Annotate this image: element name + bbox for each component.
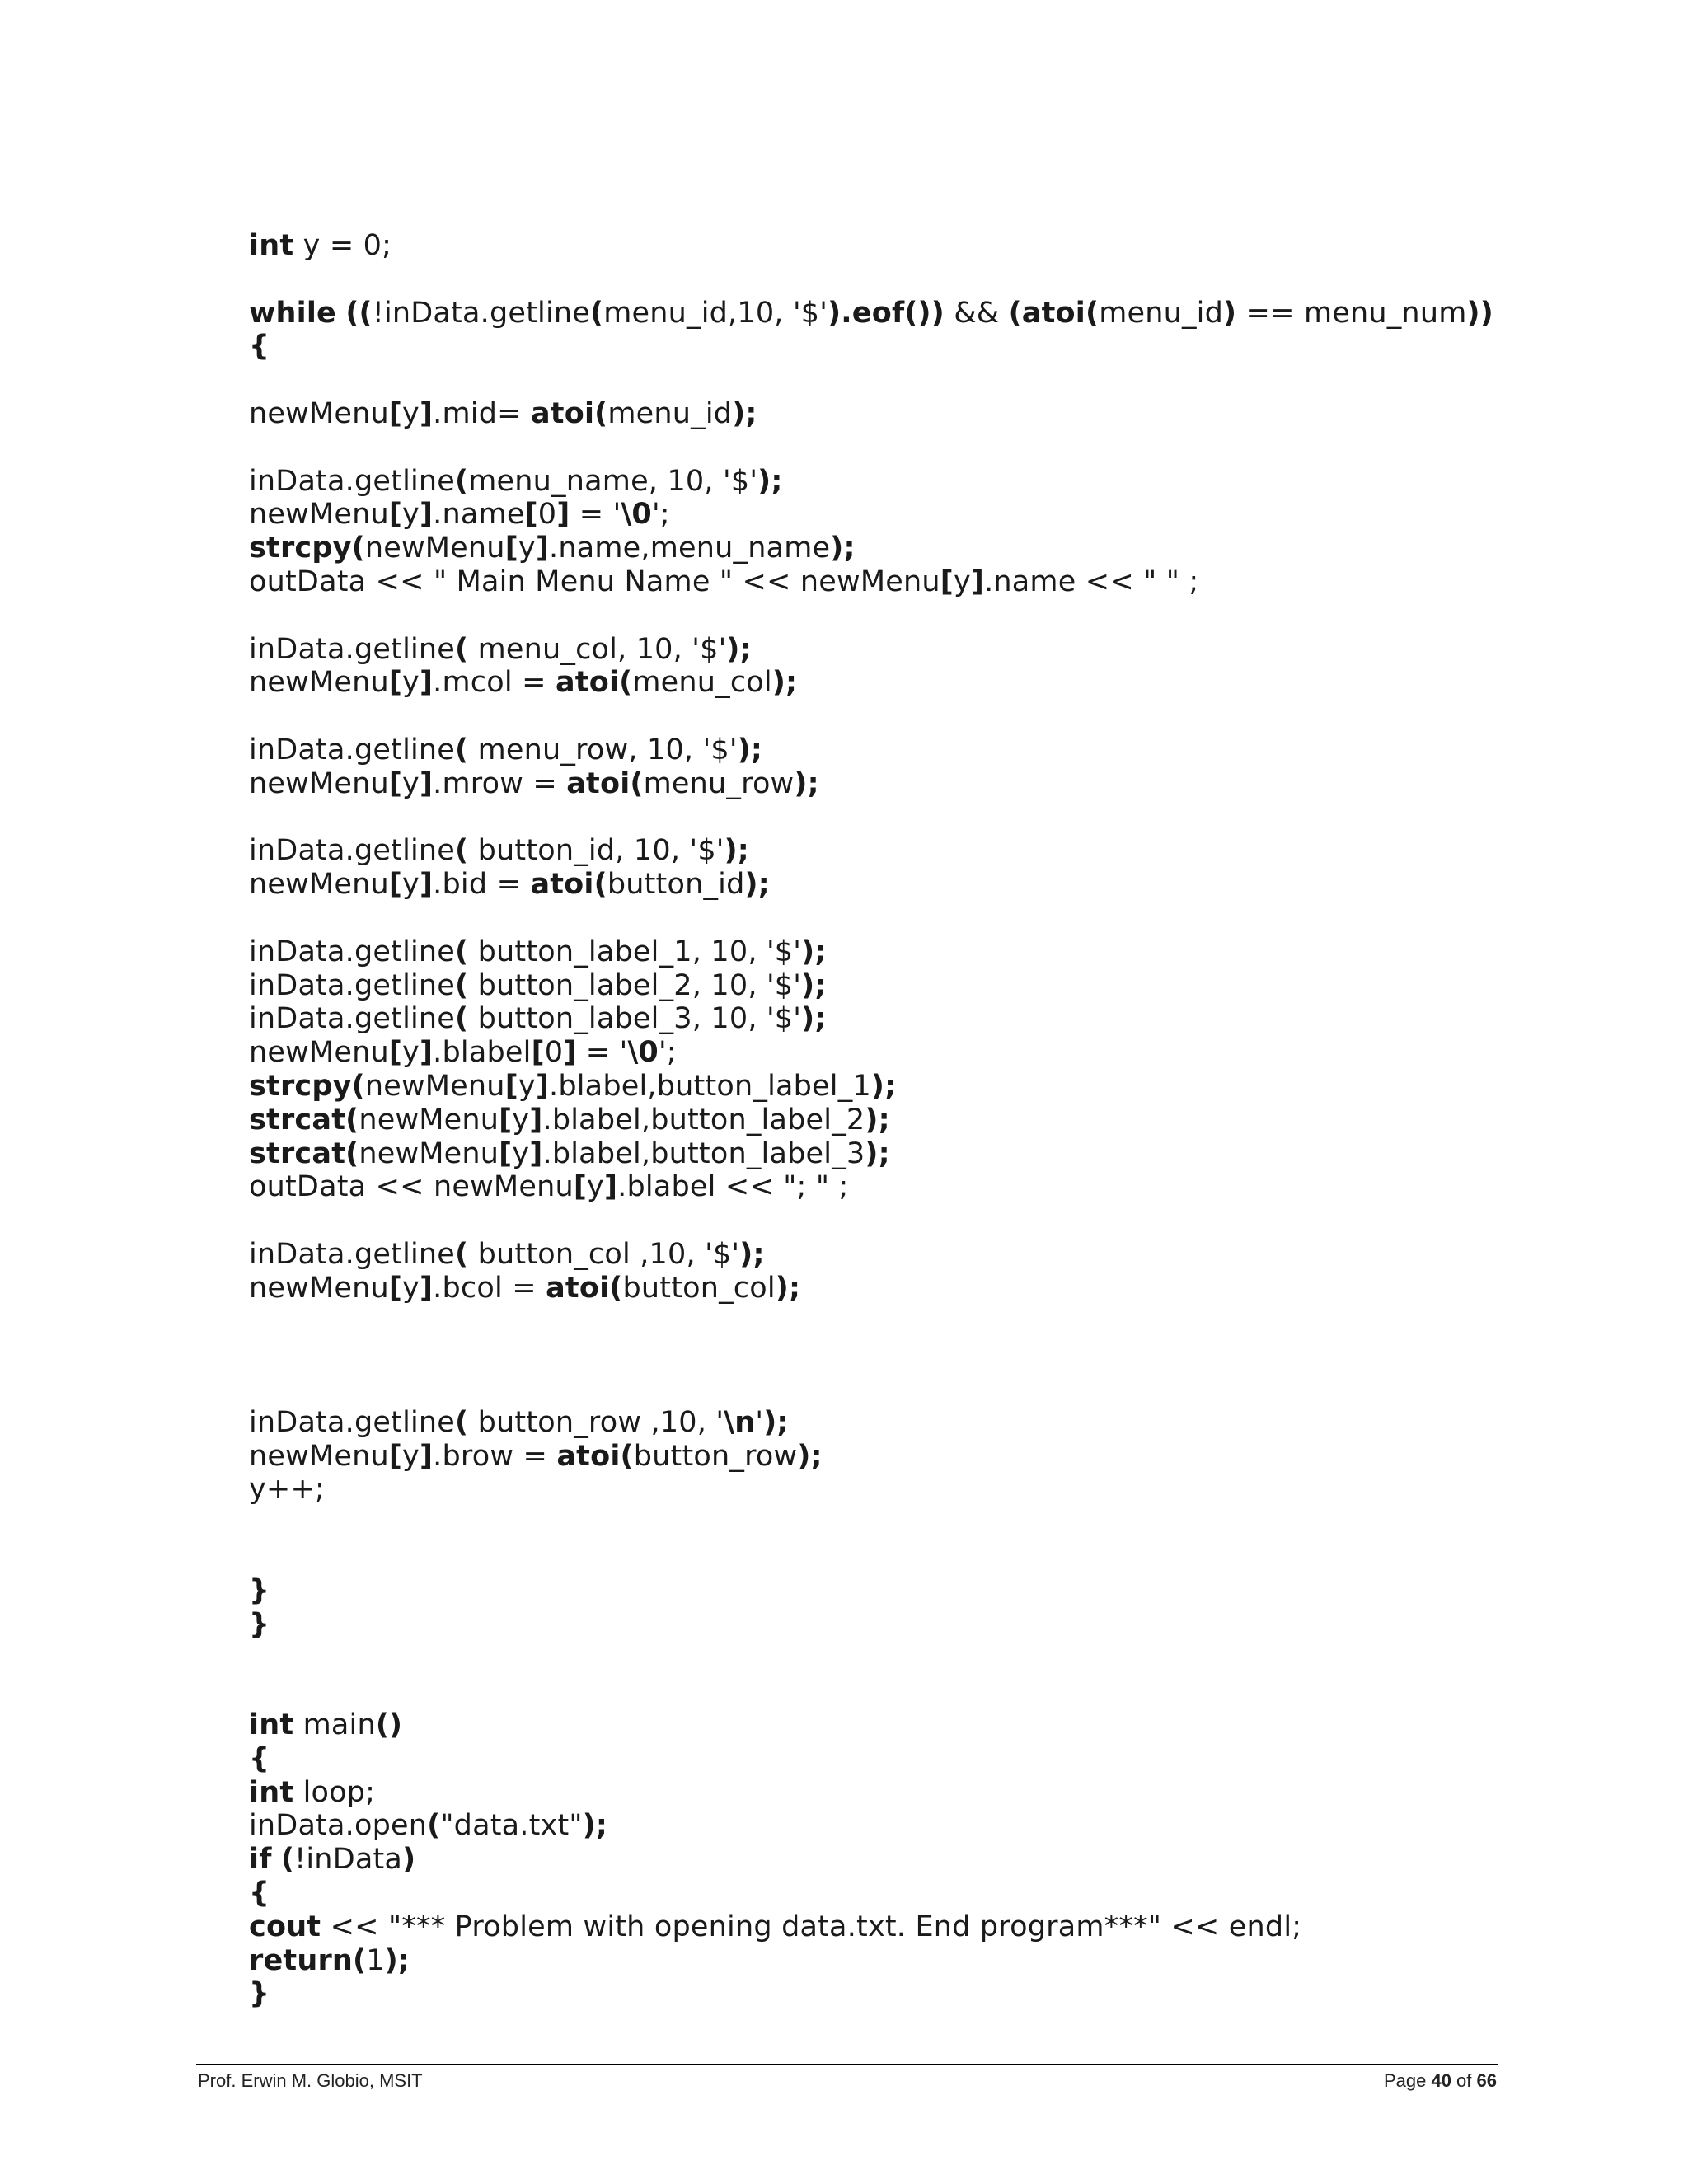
code-token: button_label_2, 10, '$'	[468, 968, 802, 1002]
code-token: button_id	[607, 868, 745, 902]
code-token: y	[512, 1137, 530, 1170]
code-token: inData.getline	[249, 733, 456, 766]
code-token: \0	[627, 1036, 659, 1070]
code-line	[249, 565, 1493, 599]
code-token: = '	[576, 1036, 628, 1070]
code-token: );	[744, 868, 770, 902]
code-token: newMenu	[249, 396, 389, 430]
code-token: int	[249, 1708, 294, 1742]
code-token: .mcol =	[433, 666, 556, 700]
code-listing	[249, 229, 1493, 2011]
code-token: );	[797, 1439, 823, 1473]
code-token: newMenu	[249, 868, 389, 902]
code-line	[249, 532, 1493, 565]
code-token: newMenu	[359, 1103, 499, 1137]
code-token: (	[455, 968, 469, 1002]
code-line	[249, 1070, 1493, 1104]
code-token: button_col ,10, '$'	[468, 1237, 740, 1271]
code-line	[249, 431, 1493, 465]
code-line	[249, 1877, 1493, 1910]
code-token: ';	[651, 498, 670, 532]
code-token: atoi(	[556, 1439, 634, 1473]
code-token: );	[726, 632, 752, 666]
code-line	[249, 1002, 1493, 1036]
code-token: [	[499, 1137, 513, 1170]
code-line	[249, 1608, 1493, 1642]
code-token: ]	[603, 1170, 618, 1204]
code-token: );	[724, 834, 750, 868]
code-token: inData.getline	[249, 834, 456, 868]
code-token: [	[504, 532, 518, 565]
code-token: [	[388, 396, 403, 430]
code-token: ]	[419, 498, 434, 532]
code-token: newMenu	[364, 1069, 505, 1103]
code-token: inData.getline	[249, 935, 456, 968]
code-token: outData << " Main Menu Name " << newMenu	[249, 565, 940, 598]
code-token: return(	[249, 1943, 367, 1977]
code-line	[249, 1305, 1493, 1339]
code-token: button_row	[633, 1439, 798, 1473]
code-token: ]	[535, 1069, 550, 1103]
code-token: .mrow =	[433, 766, 567, 800]
code-token: ).eof())	[828, 296, 945, 330]
footer-divider	[196, 2064, 1498, 2065]
code-token: int	[249, 1775, 294, 1809]
code-token: 1	[366, 1943, 385, 1977]
page-of: of	[1451, 2070, 1477, 2091]
code-token: [	[388, 868, 403, 902]
code-token: newMenu	[249, 498, 389, 532]
code-line	[249, 935, 1493, 969]
code-token: while	[249, 296, 336, 330]
code-token: button_row ,10, '	[468, 1405, 724, 1439]
code-token: (	[280, 1843, 295, 1877]
code-token: !inData.getline	[372, 296, 590, 330]
code-line	[249, 263, 1493, 297]
code-token: [	[504, 1069, 518, 1103]
code-line	[249, 1170, 1493, 1204]
code-line	[249, 1708, 1493, 1742]
code-token: cout	[249, 1910, 321, 1943]
code-token: (	[455, 834, 469, 868]
code-token: );	[775, 1271, 801, 1305]
code-line	[249, 1036, 1493, 1070]
code-token: atoi(	[546, 1271, 623, 1305]
code-token: \n	[724, 1405, 756, 1439]
code-token: y	[587, 1170, 604, 1204]
code-line	[249, 363, 1493, 397]
code-token: (	[455, 1237, 469, 1271]
code-token: ]	[419, 396, 434, 430]
code-token: y	[402, 498, 420, 532]
code-token: menu_row	[643, 766, 795, 800]
code-line	[249, 969, 1493, 1003]
code-token: inData.getline	[249, 632, 456, 666]
code-token: [	[531, 1036, 545, 1070]
code-token: (	[455, 733, 469, 766]
code-token: inData.getline	[249, 1237, 456, 1271]
code-token: newMenu	[249, 666, 389, 700]
page-number: 40	[1431, 2070, 1451, 2091]
code-line	[249, 330, 1493, 363]
code-line	[249, 1406, 1493, 1440]
code-line	[249, 1843, 1493, 1877]
code-token: newMenu	[249, 766, 389, 800]
code-line	[249, 1675, 1493, 1708]
code-token: {	[249, 1741, 270, 1775]
code-line	[249, 1540, 1493, 1574]
code-token: button_label_3, 10, '$'	[468, 1002, 802, 1036]
code-token: 0	[544, 1036, 564, 1070]
code-token: inData.getline	[249, 1405, 456, 1439]
code-token: inData.open	[249, 1809, 428, 1843]
code-token: int	[249, 229, 294, 262]
code-token: << "*** Problem with opening data.txt. End program***" << endl;	[321, 1910, 1302, 1943]
code-token: (	[455, 1405, 469, 1439]
code-line	[249, 1574, 1493, 1608]
code-token: .blabel,button_label_1	[549, 1069, 871, 1103]
code-token	[272, 1843, 281, 1876]
code-line	[249, 902, 1493, 935]
code-token: );	[582, 1809, 608, 1843]
code-token: );	[763, 1405, 789, 1439]
code-token: outData << newMenu	[249, 1170, 574, 1204]
code-line	[249, 733, 1493, 767]
code-token: {	[249, 1877, 270, 1910]
code-token: );	[737, 733, 763, 766]
code-token: }	[249, 1977, 270, 2011]
code-token: );	[771, 666, 798, 700]
code-token: ]	[535, 532, 550, 565]
code-line	[249, 1338, 1493, 1372]
code-token: button_label_1, 10, '$'	[468, 935, 802, 968]
code-line	[249, 1204, 1493, 1238]
code-line	[249, 1372, 1493, 1406]
code-token: menu_col, 10, '$'	[468, 632, 727, 666]
code-token: ]	[419, 666, 434, 700]
code-line	[249, 599, 1493, 633]
code-token: inData.getline	[249, 968, 456, 1002]
code-token: );	[757, 464, 783, 498]
code-token: ]	[970, 565, 985, 598]
code-token: \0	[621, 498, 652, 532]
code-token: [	[499, 1103, 513, 1137]
code-token: menu_row, 10, '$'	[468, 733, 738, 766]
code-token: ()	[375, 1708, 403, 1742]
code-token: button_id, 10, '$'	[468, 834, 724, 868]
code-token: menu_col	[632, 666, 772, 700]
code-token: y	[402, 1036, 420, 1070]
page-prefix: Page	[1383, 2070, 1432, 2091]
code-token: "data.txt"	[440, 1809, 583, 1843]
code-token: );	[865, 1137, 890, 1170]
code-line	[249, 397, 1493, 431]
code-line	[249, 1910, 1493, 1944]
code-token: y	[518, 532, 536, 565]
code-token: [	[388, 666, 403, 700]
code-token: menu_id	[607, 396, 733, 430]
code-line	[249, 1742, 1493, 1776]
code-token: (	[590, 296, 604, 330]
code-line	[249, 1641, 1493, 1675]
code-token: );	[830, 532, 856, 565]
code-token: ((	[345, 296, 373, 330]
code-line	[249, 801, 1493, 835]
code-token: );	[865, 1103, 890, 1137]
code-token: y	[402, 666, 420, 700]
code-token: y	[402, 766, 420, 800]
code-line	[249, 1776, 1493, 1810]
code-token: main	[293, 1708, 376, 1742]
code-token: newMenu	[249, 1271, 389, 1305]
code-line	[249, 834, 1493, 868]
code-line	[249, 767, 1493, 801]
code-token: .bid =	[433, 868, 531, 902]
code-token: y = 0;	[293, 229, 392, 262]
code-token: .blabel,button_label_2	[542, 1103, 865, 1137]
code-token: ]	[419, 1036, 434, 1070]
code-token: menu_id	[1099, 296, 1224, 330]
code-token: menu_id,10, '$'	[603, 296, 828, 330]
code-token: atoi(	[530, 396, 608, 430]
code-token: )	[402, 1843, 416, 1877]
code-token: newMenu	[249, 1439, 389, 1473]
code-token: atoi(	[530, 868, 607, 902]
code-token: .name,menu_name	[549, 532, 831, 565]
code-token: = '	[570, 498, 621, 532]
code-token: atoi(	[555, 666, 633, 700]
code-token: y	[953, 565, 971, 598]
code-line	[249, 465, 1493, 499]
code-token: .brow =	[433, 1439, 557, 1473]
code-line	[249, 1440, 1493, 1474]
code-line	[249, 1809, 1493, 1843]
code-token: menu_name, 10, '$'	[468, 464, 758, 498]
code-token: 0	[537, 498, 557, 532]
code-token: newMenu	[359, 1137, 499, 1170]
code-token: y	[402, 396, 420, 430]
code-line	[249, 1473, 1493, 1507]
code-token: atoi(	[566, 766, 644, 800]
code-token: newMenu	[249, 1036, 389, 1070]
code-token: ]	[419, 766, 434, 800]
code-token	[336, 297, 345, 330]
code-token: );	[384, 1943, 410, 1977]
code-token: }	[249, 1607, 270, 1641]
code-token: &&	[944, 296, 1009, 330]
footer-author: Prof. Erwin M. Globio, MSIT	[198, 2070, 423, 2091]
code-token: strcpy(	[249, 1069, 365, 1103]
code-token: [	[388, 1271, 403, 1305]
code-token: inData.getline	[249, 1002, 456, 1036]
code-token: .blabel,button_label_3	[542, 1137, 865, 1170]
code-line	[249, 633, 1493, 667]
code-token: .mid=	[433, 396, 531, 430]
code-token: );	[732, 396, 757, 430]
code-line	[249, 1238, 1493, 1272]
code-token: button_col	[622, 1271, 776, 1305]
code-token: .blabel << "; " ;	[617, 1170, 849, 1204]
code-token: strcpy(	[249, 532, 365, 565]
code-line	[249, 1137, 1493, 1171]
code-token: y++;	[249, 1473, 325, 1507]
code-token: y	[402, 1439, 420, 1473]
code-line	[249, 297, 1493, 330]
code-token: ))	[1466, 296, 1493, 330]
code-line	[249, 1944, 1493, 1978]
code-token: (	[455, 632, 469, 666]
code-token: inData.getline	[249, 464, 456, 498]
code-token: ]	[419, 1439, 434, 1473]
code-token: (	[455, 464, 469, 498]
code-line	[249, 868, 1493, 902]
code-token: y	[518, 1069, 536, 1103]
code-token: ]	[556, 498, 570, 532]
code-line	[249, 1977, 1493, 2011]
code-token: strcat(	[249, 1137, 359, 1170]
code-token: y	[402, 1271, 420, 1305]
code-token: ]	[529, 1103, 543, 1137]
code-token: if	[249, 1843, 272, 1877]
code-token: !inData	[294, 1843, 403, 1877]
code-token: == menu_num	[1236, 296, 1467, 330]
code-token: .name << " " ;	[984, 565, 1199, 598]
code-token: .name	[433, 498, 525, 532]
code-line	[249, 1507, 1493, 1540]
code-token: )	[1223, 296, 1237, 330]
page-indicator	[1384, 2070, 1497, 2092]
code-token: ]	[529, 1137, 543, 1170]
code-token: );	[870, 1069, 897, 1103]
code-token: strcat(	[249, 1103, 359, 1137]
code-token: y	[512, 1103, 530, 1137]
code-line	[249, 1272, 1493, 1305]
code-token: newMenu	[364, 532, 505, 565]
code-token: );	[794, 766, 819, 800]
code-line	[249, 666, 1493, 700]
code-token: loop;	[293, 1775, 376, 1809]
code-token: [	[388, 766, 403, 800]
code-token: ]	[419, 1271, 434, 1305]
code-token: {	[249, 330, 270, 363]
code-token: (	[427, 1809, 441, 1843]
code-token: [	[940, 565, 954, 598]
page-total: 66	[1476, 2070, 1497, 2091]
code-line	[249, 229, 1493, 263]
code-line	[249, 700, 1493, 733]
code-token: ';	[658, 1036, 677, 1070]
code-token: ]	[419, 868, 434, 902]
code-token: [	[524, 498, 538, 532]
code-token: .bcol =	[433, 1271, 546, 1305]
code-token: [	[388, 1036, 403, 1070]
code-token: y	[402, 868, 420, 902]
code-token: ]	[563, 1036, 577, 1070]
code-token: (atoi(	[1008, 296, 1100, 330]
code-token: (	[455, 1002, 469, 1036]
code-line	[249, 498, 1493, 532]
code-token: [	[573, 1170, 588, 1204]
code-token: '	[755, 1405, 764, 1439]
code-token: );	[801, 935, 827, 968]
code-token: );	[801, 968, 827, 1002]
code-token: }	[249, 1573, 270, 1607]
code-token: [	[388, 1439, 403, 1473]
code-token: .blabel	[433, 1036, 532, 1070]
code-line	[249, 1104, 1493, 1137]
code-token: );	[801, 1002, 827, 1036]
code-token: (	[455, 935, 469, 968]
code-token: );	[739, 1237, 765, 1271]
code-token: [	[388, 498, 403, 532]
